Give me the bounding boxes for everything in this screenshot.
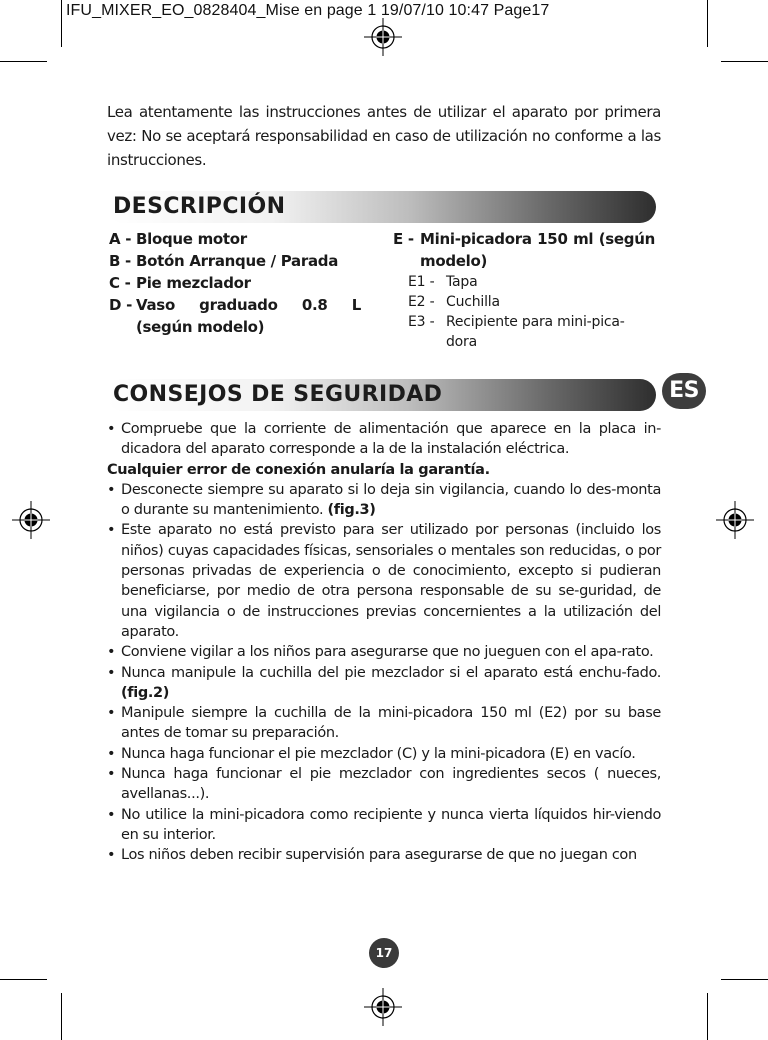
- description-sub-item: E1 - Tapa: [408, 274, 478, 290]
- description-sub-item: E3 - Recipiente para mini-pica-dora: [408, 314, 625, 350]
- crop-mark-top-right-v: [707, 0, 708, 47]
- registration-mark-top: [364, 18, 402, 56]
- safety-item: • Desconecte siempre su aparato si lo deja sin vigilancia, cuando lo des-monta o durante su mantenimiento. (fig.3): [107, 480, 661, 521]
- description-list-right: [393, 228, 655, 272]
- description-item: D - Vaso graduado 0.8 L (según modelo): [109, 296, 361, 336]
- printer-slug: IFU_MIXER_EO_0828404_Mise en page 1 19/07/10 10:47 Page17: [66, 2, 550, 19]
- crop-mark-top-left-h: [0, 61, 47, 62]
- crop-mark-bottom-left-h: [0, 979, 47, 980]
- registration-mark-right: [716, 501, 754, 539]
- description-item: C - Pie mezclador: [109, 274, 251, 292]
- description-item: B - Botón Arranque / Parada: [109, 252, 339, 270]
- crop-mark-bottom-left-v: [61, 993, 62, 1040]
- description-item: E - Mini-picadora 150 ml (según modelo): [393, 230, 655, 270]
- safety-item: • Los niños deben recibir supervisión para asegurarse de que no juegan con: [107, 845, 661, 865]
- description-header-bar: [107, 191, 656, 223]
- figure-reference: (fig.2): [121, 684, 170, 701]
- safety-item: • No utilice la mini-picadora como recipiente y nunca vierta líquidos hir-viendo en su interior.: [107, 805, 661, 846]
- safety-item: • Nunca manipule la cuchilla del pie mezclador si el aparato está enchu-fado. (fig.2): [107, 663, 661, 704]
- crop-mark-bottom-right-h: [721, 979, 768, 980]
- description-sub-list: [408, 272, 648, 352]
- safety-item: • Nunca haga funcionar el pie mezclador con ingredientes secos ( nueces, avellanas...).: [107, 764, 661, 805]
- safety-item: • Compruebe que la corriente de alimentación que aparece en la placa in-dicadora del aparato corresponde a la de la instalación eléctrica.: [107, 419, 661, 460]
- safety-list: [107, 419, 661, 866]
- safety-title: CONSEJOS DE SEGURIDAD: [113, 382, 443, 407]
- page-number: 17: [369, 938, 399, 968]
- safety-item: • Manipule siempre la cuchilla de la mini-picadora 150 ml (E2) por su base antes de tomar su preparación.: [107, 703, 661, 744]
- crop-mark-top-left-v: [61, 0, 62, 47]
- safety-header-bar: [107, 379, 656, 411]
- warranty-warning: Cualquier error de conexión anularía la garantía.: [107, 461, 490, 478]
- description-list-left: [109, 228, 361, 338]
- figure-reference: (fig.3): [327, 502, 376, 519]
- intro-paragraph: Lea atentamente las instrucciones antes de utilizar el aparato por primera vez: No se aceptará responsabilidad en caso de utilización no conforme a las instrucciones.: [107, 103, 661, 169]
- description-item: A - Bloque motor: [109, 230, 247, 248]
- registration-mark-left: [12, 501, 50, 539]
- crop-mark-bottom-right-v: [707, 993, 708, 1040]
- description-sub-item: E2 - Cuchilla: [408, 294, 500, 310]
- description-title: DESCRIPCIÓN: [113, 194, 286, 219]
- registration-mark-bottom: [364, 988, 402, 1026]
- crop-mark-top-right-h: [721, 61, 768, 62]
- safety-item: • Nunca haga funcionar el pie mezclador (C) y la mini-picadora (E) en vacío.: [107, 744, 661, 764]
- language-badge: ES: [662, 373, 706, 409]
- safety-item: • Este aparato no está previsto para ser utilizado por personas (incluido los niños) cuyas capacidades físicas, sensoriales o mentales son reducidas, o por personas privadas de experiencia o de conocimiento, excepto si pudieran beneficiarse, por medio de otra persona responsable de su se-guridad, de una vigilancia o de instrucciones previas concernientes a la utilización del aparato.: [107, 520, 661, 642]
- safety-item: • Conviene vigilar a los niños para asegurarse que no jueguen con el apa-rato.: [107, 642, 661, 662]
